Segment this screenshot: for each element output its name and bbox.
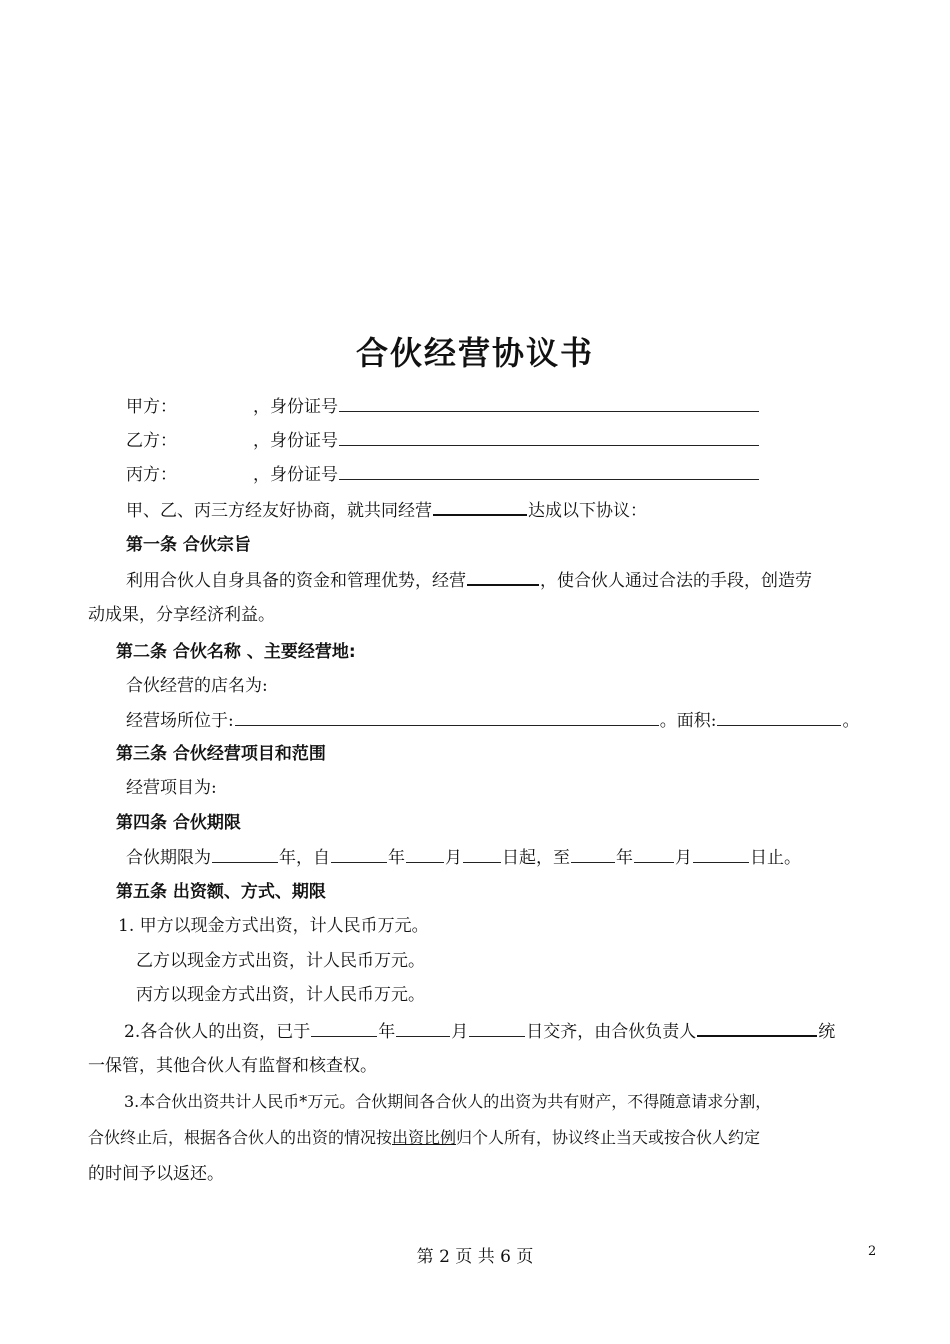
term-prefix: 合伙期限为 xyxy=(126,848,211,868)
location-line xyxy=(126,709,859,732)
end-year-blank xyxy=(571,846,615,863)
party-b-label: 乙方： xyxy=(126,431,177,451)
paid-day-blank xyxy=(469,1020,525,1037)
party-c-line xyxy=(126,463,760,486)
start-day-blank xyxy=(463,846,501,863)
item-2-prefix: 2.各合伙人的出资，已于 xyxy=(124,1022,311,1042)
article-2-heading: 第二条 合伙名称 、主要经营地: xyxy=(116,642,356,662)
area-label: 。面积: xyxy=(659,711,717,731)
start-year-blank xyxy=(331,846,387,863)
party-a-line xyxy=(126,395,760,418)
article-4-heading: 第四条 合伙期限 xyxy=(116,813,241,833)
term-t3: 月 xyxy=(445,848,462,868)
party-a-label: 甲方： xyxy=(126,397,177,417)
start-month-blank xyxy=(406,846,444,863)
item-2-line2: 一保管，其他合伙人有监督和核查权。 xyxy=(88,1056,377,1076)
intro-before: 甲、乙、丙三方经友好协商，就共同经营 xyxy=(126,501,432,521)
end-day-blank xyxy=(693,846,749,863)
item-2-t3: 日交齐，由合伙负责人 xyxy=(526,1022,697,1042)
document-title: 合伙经营协议书 xyxy=(355,334,594,372)
intro-line xyxy=(126,498,647,522)
term-t7: 日止。 xyxy=(750,848,801,868)
page-number: 2 xyxy=(868,1244,877,1259)
item-3-text-b: 归个人所有，协议终止当天或按合伙人约定 xyxy=(456,1128,761,1147)
item-2-t1: 年 xyxy=(378,1022,396,1042)
paid-year-blank xyxy=(311,1020,377,1037)
item-3-line3: 的时间予以返还。 xyxy=(88,1164,224,1184)
party-a-id-label: ，身份证号 xyxy=(253,397,338,417)
party-c-id-label: ，身份证号 xyxy=(253,465,338,485)
item-3-text-a: 合伙终止后，根据各合伙人的出资的情况按 xyxy=(88,1128,393,1147)
scope-line: 经营项目为: xyxy=(126,778,217,798)
term-line xyxy=(126,846,801,869)
manager-blank xyxy=(697,1019,817,1037)
article-3-heading: 第三条 合伙经营项目和范围 xyxy=(116,744,326,764)
store-name-line: 合伙经营的店名为: xyxy=(126,676,268,696)
area-blank xyxy=(717,709,841,726)
item-2-line1 xyxy=(124,1019,835,1043)
end-month-blank xyxy=(634,846,674,863)
contribution-b: 乙方以现金方式出资，计人民币万元。 xyxy=(136,951,425,971)
intro-after: 达成以下协议： xyxy=(528,501,647,521)
party-c-id-blank xyxy=(339,463,759,480)
article-5-heading: 第五条 出资额、方式、期限 xyxy=(116,882,326,902)
term-t5: 年 xyxy=(616,848,633,868)
article-1-heading: 第一条 合伙宗旨 xyxy=(126,535,251,555)
item-2-t4: 统 xyxy=(818,1022,836,1042)
term-t4: 日起，至 xyxy=(502,848,570,868)
location-label: 经营场所位于: xyxy=(126,711,234,731)
business-blank xyxy=(433,498,527,516)
term-years-blank xyxy=(212,846,278,863)
article-1-text-b: ，使合伙人通过合法的手段，创造劳 xyxy=(540,571,812,591)
page-footer: 第 2 页 共 6 页 xyxy=(416,1247,534,1267)
area-end: 。 xyxy=(842,711,860,731)
contribution-a: 1. 甲方以现金方式出资，计人民币万元。 xyxy=(118,916,429,936)
article-1-line1 xyxy=(126,568,812,592)
party-a-id-blank xyxy=(339,395,759,412)
article-1-line2: 动成果，分享经济利益。 xyxy=(88,605,275,625)
paid-month-blank xyxy=(396,1020,450,1037)
item-3-line2 xyxy=(88,1127,760,1149)
item-3-line1: 3.本合伙出资共计人民币*万元。合伙期间各合伙人的出资为共有财产，不得随意请求分割， xyxy=(124,1092,772,1111)
term-t6: 月 xyxy=(675,848,692,868)
article-1-text-a: 利用合伙人自身具备的资金和管理优势，经营 xyxy=(126,571,466,591)
party-b-line xyxy=(126,429,760,452)
location-blank xyxy=(235,709,659,726)
term-t1: 年，自 xyxy=(279,848,330,868)
capital-ratio-link: 出资比例 xyxy=(392,1128,457,1147)
article-1-blank xyxy=(467,568,539,586)
item-2-t2: 月 xyxy=(451,1022,469,1042)
party-c-label: 丙方： xyxy=(126,465,177,485)
party-b-id-blank xyxy=(339,429,759,446)
contribution-c: 丙方以现金方式出资，计人民币万元。 xyxy=(136,985,425,1005)
term-t2: 年 xyxy=(388,848,405,868)
party-b-id-label: ，身份证号 xyxy=(253,431,338,451)
